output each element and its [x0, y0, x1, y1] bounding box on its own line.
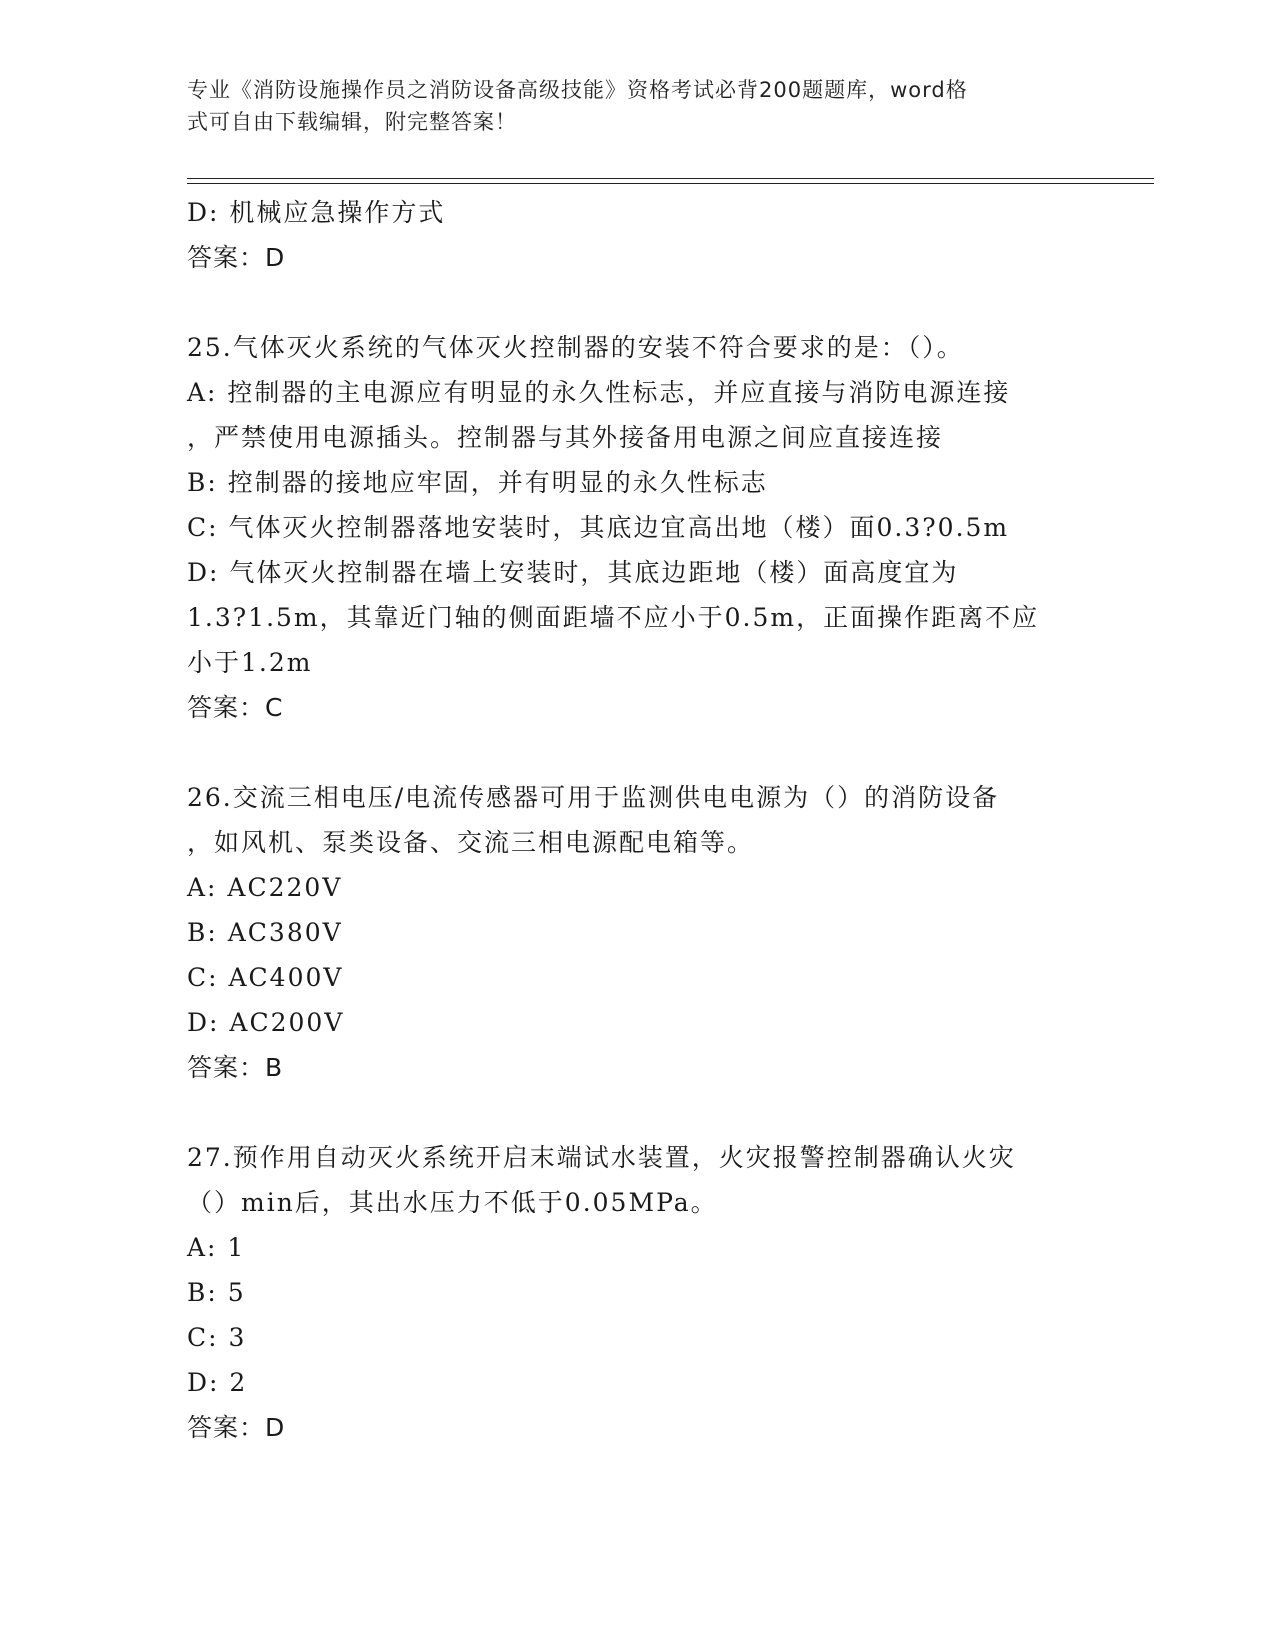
option-d: D: 机械应急操作方式 [187, 198, 446, 227]
answer-line: 答案：D [187, 1413, 286, 1442]
answer-line: 答案：B [187, 1053, 284, 1082]
option-c: C: 气体灭火控制器落地安装时，其底边宜高出地（楼）面0.3?0.5m [187, 513, 1010, 542]
answer-line: 答案：C [187, 693, 284, 722]
question-27 [187, 1135, 1087, 1450]
question-stem-continued: ，如风机、泵类设备、交流三相电源配电箱等。 [187, 828, 755, 857]
spacer [187, 730, 1087, 775]
question-list [187, 190, 1087, 1450]
question-26 [187, 775, 1087, 1090]
header-line-1: 专业《消防设施操作员之消防设备高级技能》资格考试必背200题题库，word格 [187, 78, 968, 102]
option-a: A: AC220V [187, 873, 343, 902]
question-25 [187, 325, 1087, 730]
option-d-continued: 1.3?1.5m，其靠近门轴的侧面距墙不应小于0.5m，正面操作距离不应 [187, 603, 1040, 632]
question-24-tail [187, 190, 1087, 280]
document-header [187, 74, 1067, 138]
question-stem-continued: （）min后，其出水压力不低于0.05MPa。 [187, 1188, 718, 1217]
question-stem: 27.预作用自动灭火系统开启末端试水装置，火灾报警控制器确认火灾 [187, 1143, 1016, 1172]
header-line-2: 式可自由下载编辑，附完整答案！ [187, 110, 517, 134]
option-b: B: 控制器的接地应牢固，并有明显的永久性标志 [187, 468, 768, 497]
option-a-continued: ，严禁使用电源插头。控制器与其外接备用电源之间应直接连接 [187, 423, 944, 452]
spacer [187, 280, 1087, 325]
option-d-continued: 小于1.2m [187, 648, 313, 677]
option-d: D: 2 [187, 1368, 248, 1397]
option-c: C: 3 [187, 1323, 247, 1352]
header-divider-top [187, 178, 1154, 179]
option-d: D: AC200V [187, 1008, 345, 1037]
spacer [187, 1090, 1087, 1135]
question-stem: 26.交流三相电压/电流传感器可用于监测供电电源为（）的消防设备 [187, 783, 1000, 812]
answer-line: 答案：D [187, 243, 286, 272]
option-a: A: 控制器的主电源应有明显的永久性标志，并应直接与消防电源连接 [187, 378, 1011, 407]
option-c: C: AC400V [187, 963, 344, 992]
option-b: B: AC380V [187, 918, 343, 947]
question-stem: 25.气体灭火系统的气体灭火控制器的安装不符合要求的是：（）。 [187, 333, 964, 362]
header-divider-bottom [187, 183, 1154, 184]
option-a: A: 1 [187, 1233, 246, 1262]
option-b: B: 5 [187, 1278, 246, 1307]
option-d: D: 气体灭火控制器在墙上安装时，其底边距地（楼）面高度宜为 [187, 558, 959, 587]
